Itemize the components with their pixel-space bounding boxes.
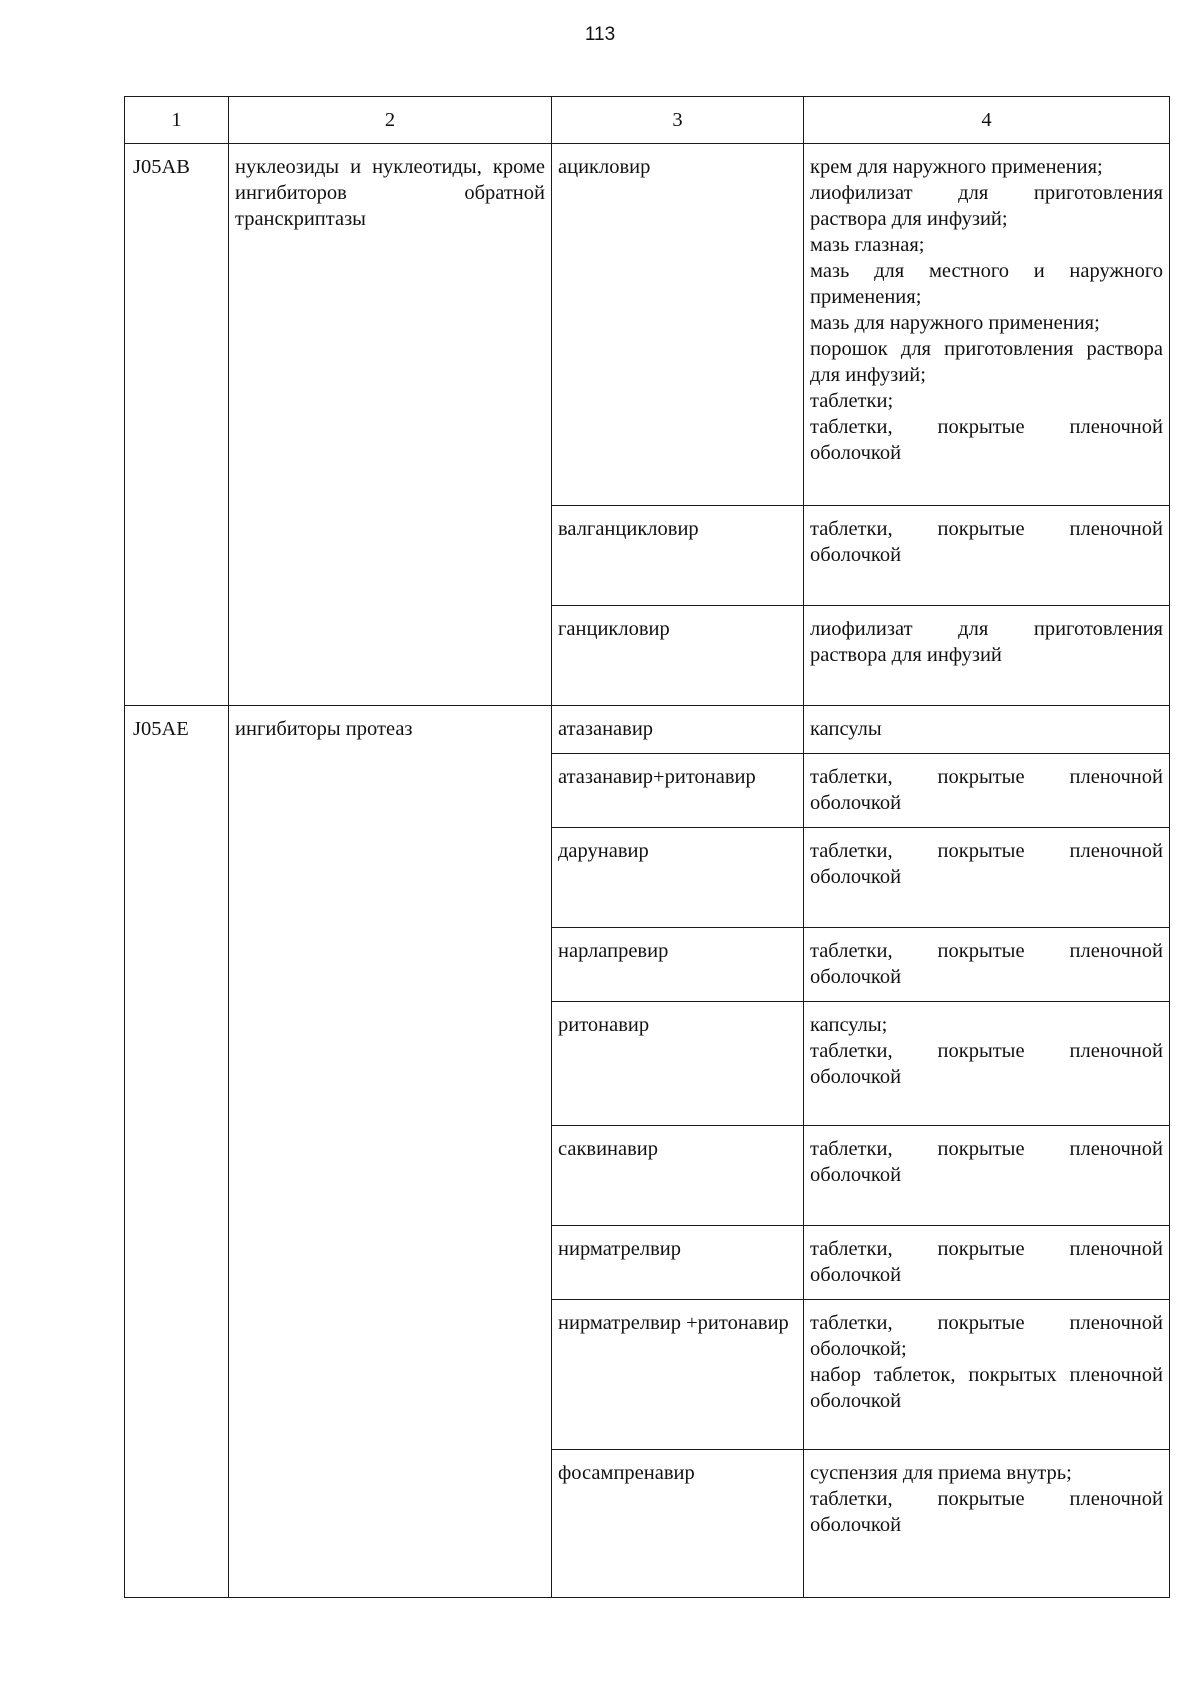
dosage-form: таблетки, покрытые пленочной оболочкой: [810, 518, 1163, 566]
drug-name-cell: атазанавир: [552, 706, 804, 754]
dosage-form: суспензия для приема внутрь;: [810, 1462, 1072, 1484]
dosage-form: таблетки, покрытые пленочной оболочкой: [810, 1488, 1163, 1536]
drug-name-cell: нирматрелвир: [552, 1226, 804, 1300]
drug-name-cell: атазанавир+ритонавир: [552, 754, 804, 828]
dosage-forms-cell: [804, 1450, 1170, 1598]
dosage-form: крем для наружного применения;: [810, 156, 1103, 178]
dosage-forms-cell: [804, 754, 1170, 828]
dosage-forms-cell: [804, 928, 1170, 1002]
dosage-form: мазь для наружного применения;: [810, 312, 1100, 334]
dosage-form: мазь глазная;: [810, 234, 925, 256]
dosage-form: капсулы;: [810, 1014, 888, 1036]
dosage-form: таблетки;: [810, 390, 894, 412]
dosage-form: лиофилизат для приготовления раствора для инфузий;: [810, 182, 1163, 230]
dosage-form: таблетки, покрытые пленочной оболочкой: [810, 1238, 1163, 1286]
dosage-form: таблетки, покрытые пленочной оболочкой: [810, 1040, 1163, 1088]
drug-name-cell: ганцикловир: [552, 606, 804, 706]
dosage-form: лиофилизат для приготовления раствора для инфузий: [810, 618, 1163, 666]
dosage-forms-cell: [804, 1002, 1170, 1126]
dosage-forms-cell: [804, 606, 1170, 706]
drug-table: [124, 96, 1170, 1598]
dosage-form: порошок для приготовления раствора для инфузий;: [810, 338, 1163, 386]
drug-name-cell: нарлапревир: [552, 928, 804, 1002]
table-row: [125, 144, 1170, 506]
dosage-form: таблетки, покрытые пленочной оболочкой: [810, 416, 1163, 464]
header-row: [125, 97, 1170, 144]
dosage-forms-cell: [804, 706, 1170, 754]
drug-name-cell: валганцикловир: [552, 506, 804, 606]
dosage-form: капсулы: [810, 718, 882, 740]
dosage-form: набор таблеток, покрытых пленочной оболочкой: [810, 1364, 1163, 1412]
table-row: [125, 706, 1170, 754]
dosage-form: таблетки, покрытые пленочной оболочкой;: [810, 1312, 1163, 1360]
page-number: 113: [584, 24, 616, 45]
drug-name-cell: ритонавир: [552, 1002, 804, 1126]
column-header: 2: [229, 97, 552, 144]
atc-code-cell: J05AE: [125, 706, 229, 1598]
dosage-form: таблетки, покрытые пленочной оболочкой: [810, 940, 1163, 988]
dosage-forms-cell: [804, 144, 1170, 506]
column-header: 3: [552, 97, 804, 144]
dosage-forms-cell: [804, 506, 1170, 606]
dosage-form: таблетки, покрытые пленочной оболочкой: [810, 1138, 1163, 1186]
drug-name-cell: дарунавир: [552, 828, 804, 928]
dosage-form: таблетки, покрытые пленочной оболочкой: [810, 766, 1163, 814]
dosage-form: мазь для местного и наружного применения;: [810, 260, 1163, 308]
dosage-forms-cell: [804, 1300, 1170, 1450]
drug-name-cell: фосампренавир: [552, 1450, 804, 1598]
column-header: 1: [125, 97, 229, 144]
dosage-form: таблетки, покрытые пленочной оболочкой: [810, 840, 1163, 888]
group-name-cell: ингибиторы протеаз: [229, 706, 552, 1598]
drug-name-cell: саквинавир: [552, 1126, 804, 1226]
dosage-forms-cell: [804, 828, 1170, 928]
drug-name-cell: нирматрелвир +ритонавир: [552, 1300, 804, 1450]
group-name-cell: нуклеозиды и нуклеотиды, кроме ингибиторов обратной транскриптазы: [229, 144, 552, 706]
atc-code-cell: J05AB: [125, 144, 229, 706]
dosage-forms-cell: [804, 1126, 1170, 1226]
dosage-forms-cell: [804, 1226, 1170, 1300]
column-header: 4: [804, 97, 1170, 144]
drug-name-cell: ацикловир: [552, 144, 804, 506]
